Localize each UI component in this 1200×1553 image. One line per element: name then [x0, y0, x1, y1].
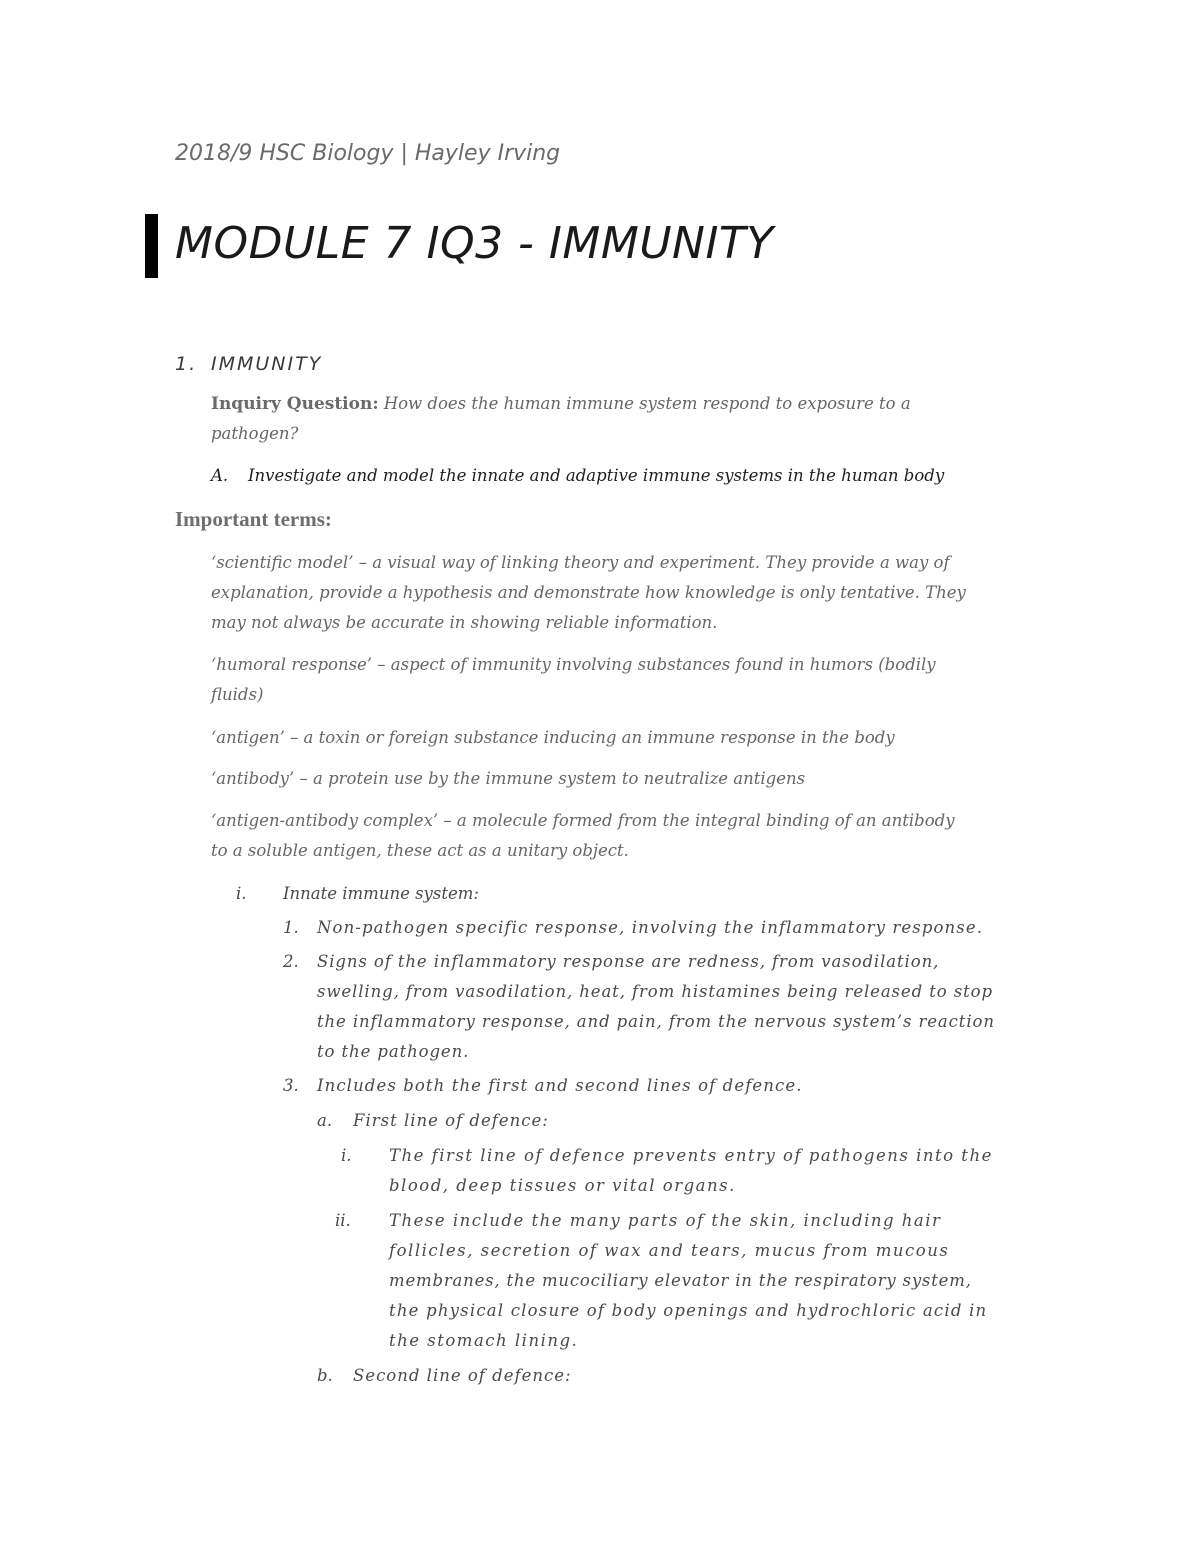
term-antibody: ‘antibody’ – a protein use by the immune system to neutralize antigens — [211, 769, 806, 788]
inquiry-label: Inquiry Question: — [211, 394, 379, 414]
innate-marker: i. — [236, 884, 247, 903]
second-line-marker: b. — [317, 1366, 333, 1385]
first-line-point-2-line-4: the physical closure of body openings and hydrochloric acid in — [389, 1301, 988, 1320]
innate-label: Innate immune system: — [283, 884, 479, 903]
second-line-label: Second line of defence: — [353, 1366, 572, 1385]
innate-item-2-line-1: Signs of the inflammatory response are redness, from vasodilation, — [317, 952, 940, 971]
innate-item-3-marker: 3. — [283, 1076, 299, 1095]
first-line-point-2-line-2: follicles, secretion of wax and tears, mucus from mucous — [389, 1241, 950, 1260]
innate-item-2-line-2: swelling, from vasodilation, heat, from histamines being released to stop — [317, 982, 993, 1001]
first-line-point-2-marker: ii. — [335, 1211, 351, 1230]
first-line-point-1-marker: i. — [341, 1146, 352, 1165]
first-line-marker: a. — [317, 1111, 333, 1130]
module-title: MODULE 7 IQ3 - IMMUNITY — [175, 218, 774, 269]
point-a-marker: A. — [211, 466, 229, 485]
first-line-label: First line of defence: — [353, 1111, 549, 1130]
inquiry-question-line-1 — [211, 394, 911, 414]
section-title: IMMUNITY — [211, 353, 323, 375]
first-line-point-2-line-5: the stomach lining. — [389, 1331, 579, 1350]
term-humoral-line-1: ‘humoral response’ – aspect of immunity involving substances found in humors (bodily — [211, 655, 936, 674]
term-antigen: ‘antigen’ – a toxin or foreign substance inducing an immune response in the body — [211, 728, 895, 747]
first-line-point-2-line-1: These include the many parts of the skin, including hair — [389, 1211, 942, 1230]
term-scientific-model-line-2: explanation, provide a hypothesis and demonstrate how knowledge is only tentative. They — [211, 583, 966, 602]
inquiry-text: How does the human immune system respond to exposure to a — [383, 394, 911, 413]
point-a-text: Investigate and model the innate and adaptive immune systems in the human body — [248, 466, 945, 485]
innate-item-3-line-1: Includes both the first and second lines of defence. — [317, 1076, 803, 1095]
term-scientific-model-line-1: ‘scientific model’ – a visual way of linking theory and experiment. They provide a way of — [211, 553, 950, 572]
term-complex-line-2: to a soluble antigen, these act as a unitary object. — [211, 841, 629, 860]
term-scientific-model-line-3: may not always be accurate in showing reliable information. — [211, 613, 718, 632]
innate-item-2-line-4: to the pathogen. — [317, 1042, 470, 1061]
first-line-point-1-line-1: The first line of defence prevents entry of pathogens into the — [389, 1146, 993, 1165]
innate-item-1-marker: 1. — [283, 918, 299, 937]
innate-item-2-line-3: the inflammatory response, and pain, from the nervous system’s reaction — [317, 1012, 995, 1031]
innate-item-2-marker: 2. — [283, 952, 299, 971]
first-line-point-1-line-2: blood, deep tissues or vital organs. — [389, 1176, 736, 1195]
innate-item-1-line-1: Non-pathogen specific response, involving the inflammatory response. — [317, 918, 984, 937]
term-complex-line-1: ‘antigen-antibody complex’ – a molecule formed from the integral binding of an antibody — [211, 811, 955, 830]
title-accent-bar — [145, 214, 158, 278]
important-terms-heading: Important terms: — [175, 507, 332, 531]
inquiry-question-line-2: pathogen? — [211, 424, 299, 443]
course-header: 2018/9 HSC Biology | Hayley Irving — [175, 141, 561, 166]
section-number: 1. — [175, 353, 198, 375]
first-line-point-2-line-3: membranes, the mucociliary elevator in the respiratory system, — [389, 1271, 972, 1290]
term-humoral-line-2: fluids) — [211, 685, 264, 704]
